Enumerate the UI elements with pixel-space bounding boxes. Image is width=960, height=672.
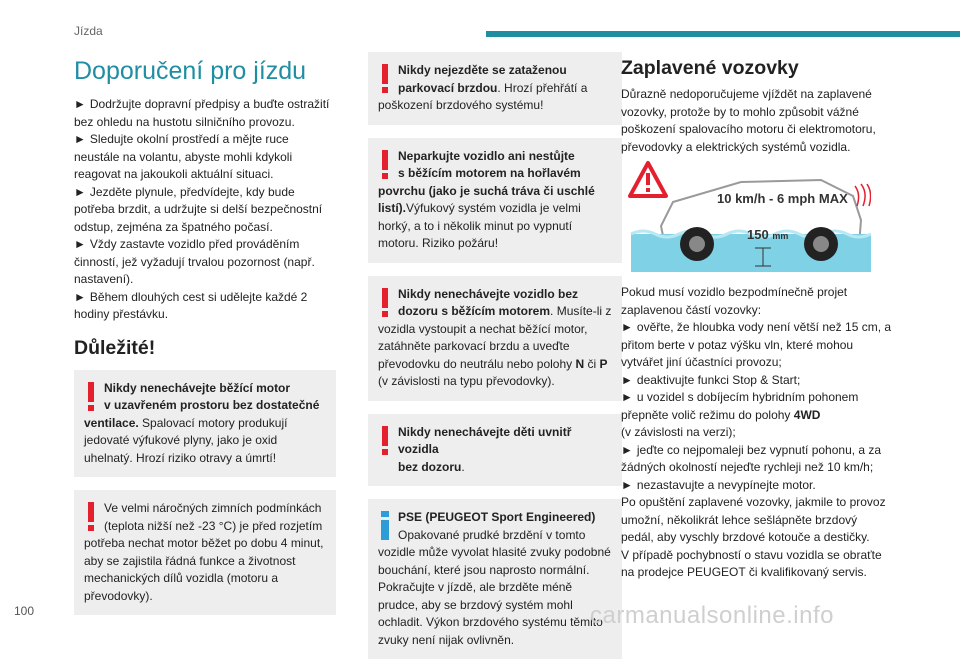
arrow-icon: ►	[621, 442, 633, 457]
list-item: ► ověřte, že hloubka vody není větší než 15 cm, a přitom berte v potaz výšku vln, které mohou vytvářet jiní účastníci provozu;	[621, 320, 892, 369]
car-in-water-image	[621, 160, 871, 272]
arrow-icon: ►	[621, 477, 633, 492]
arrow-icon: ►	[74, 237, 86, 251]
exclamation-icon	[378, 64, 392, 94]
exclamation-icon	[378, 426, 392, 456]
exclamation-icon	[378, 288, 392, 318]
flooded-road-illustration	[621, 160, 871, 272]
important-heading: Důležité!	[74, 336, 156, 359]
list-item: ► u vozidel s dobíjecím hybridním pohonem přepněte volič režimu do polohy 4WD (v závislosti na verzi);	[621, 390, 859, 439]
column-2	[368, 52, 622, 672]
list-item: ► deaktivujte funkci Stop & Start;	[621, 372, 801, 387]
page-number: 100	[14, 604, 35, 618]
watermark: carmanualsonline.info	[590, 602, 834, 629]
warning-box: Nikdy nenechávejte běžící motor v uzavřeném prostoru bez dostatečné ventilace. Spalovací motory produkují jedovaté výfukové plyny, jako je oxid uhelnatý. Hrozí riziko otravy a úmrtí!	[74, 370, 336, 478]
exclamation-icon	[378, 150, 392, 180]
service-paragraph: V případě pochybností o stavu vozidla se obraťte na prodejce PEUGEOT či kvalifikovaný servis.	[621, 547, 882, 579]
arrow-icon: ►	[621, 372, 633, 387]
section-title: Doporučení pro jízdu	[74, 57, 307, 85]
info-box: PSE (PEUGEOT Sport Engineered) Opakované prudké brzdění v tomto vozidle může vyvolat hlasité zvuky podobné bouchání, které jsou naprosto normální. Pokračujte v jízdě, ale brzděte méně prudce, aby se brzdový systém mohl ochladit. Výkon brzdového systému těmito zvuky není nijak ovlivněn.	[368, 499, 622, 659]
list-item: ► Sledujte okolní prostředí a mějte ruce neustále na volantu, abyste mohli kdykoli reagovat na jakoukoli aktuální situaci.	[74, 132, 293, 181]
warning-box: Ve velmi náročných zimních podmínkách (teplota nižší než -23 °C) je před rozjetím potřeba nechat motor běžet po dobu 4 minut, aby se zajistila řádná funkce a životnost mechanických dílů vozidla (motoru a převodovky).	[74, 490, 336, 615]
warning-box: Nikdy nenechávejte děti uvnitř vozidla bez dozoru.	[368, 414, 622, 487]
list-item: ► Jezděte plynule, předvídejte, kdy bude potřeba brzdit, a udržujte si delší bezpečnostní odstup, zejména za špatného počasí.	[74, 184, 323, 234]
list-item: ► jeďte co nejpomaleji bez vypnutí pohonu, a za žádných okolností nejeďte rychleji než 10 km/h;	[621, 442, 882, 474]
outro-paragraph: Po opuštění zaplavené vozovky, jakmile to provoz umožní, několikrát lehce sešlápněte brzdový pedál, aby vyschly brzdové kotouče a destičky.	[621, 495, 886, 544]
running-head: Jízda	[74, 24, 103, 38]
speed-limit-label: 10 km/h - 6 mph MAX	[717, 191, 848, 206]
warning-box: Nikdy nejezděte se zataženou parkovací brzdou. Hrozí přehřátí a poškození brzdového systému!	[368, 52, 622, 125]
intro-paragraph: Důrazně nedoporučujeme vjíždět na zaplavené vozovky, protože by to mohlo způsobit vážné poškození spalovacího motoru či elektromotoru, převodovky a elektrických systémů vozidla.	[621, 87, 876, 154]
column-3	[621, 52, 893, 582]
column-1	[74, 52, 336, 628]
warning-box: Neparkujte vozidlo ani nestůjte s běžícím motorem na hořlavém povrchu (jako je suchá tráva či uschlé listí).Výfukový systém vozidla je velmi horký, a to i několik minut po vypnutí motoru. Riziko požáru!	[368, 138, 622, 263]
arrow-icon: ►	[621, 320, 633, 334]
list-item: ► nezastavujte a nevypínejte motor.	[621, 477, 816, 492]
header-bar	[486, 31, 960, 37]
list-item: ► Dodržujte dopravní předpisy a buďte ostražití bez ohledu na hustotu silničního provozu.	[74, 97, 330, 129]
arrow-icon: ►	[74, 97, 86, 111]
arrow-icon: ►	[74, 132, 86, 146]
arrow-icon: ►	[74, 184, 86, 199]
exclamation-icon	[84, 382, 98, 412]
exclamation-icon	[84, 502, 98, 532]
list-item: ► Vždy zastavte vozidlo před prováděním činností, jež vyžadují trvalou pozornost (např. nastavení).	[74, 237, 315, 286]
arrow-icon: ►	[74, 289, 86, 304]
lead-paragraph: Pokud musí vozidlo bezpodmínečně projet zaplavenou částí vozovky:	[621, 285, 848, 317]
info-icon	[378, 511, 392, 541]
arrow-icon: ►	[621, 390, 633, 404]
list-item: ► Během dlouhých cest si udělejte každé 2 hodiny přestávku.	[74, 289, 308, 321]
water-depth-label: 150 mm	[747, 227, 789, 242]
warning-box: Nikdy nenechávejte vozidlo bez dozoru s běžícím motorem. Musíte-li z vozidla vystoupit a nechat běžící motor, zatáhněte parkovací brzdu a uveďte převodovku do neutrálu nebo polohy N či P (v závislosti na typu převodovky).	[368, 276, 622, 401]
flooded-roads-title: Zaplavené vozovky	[621, 57, 799, 79]
